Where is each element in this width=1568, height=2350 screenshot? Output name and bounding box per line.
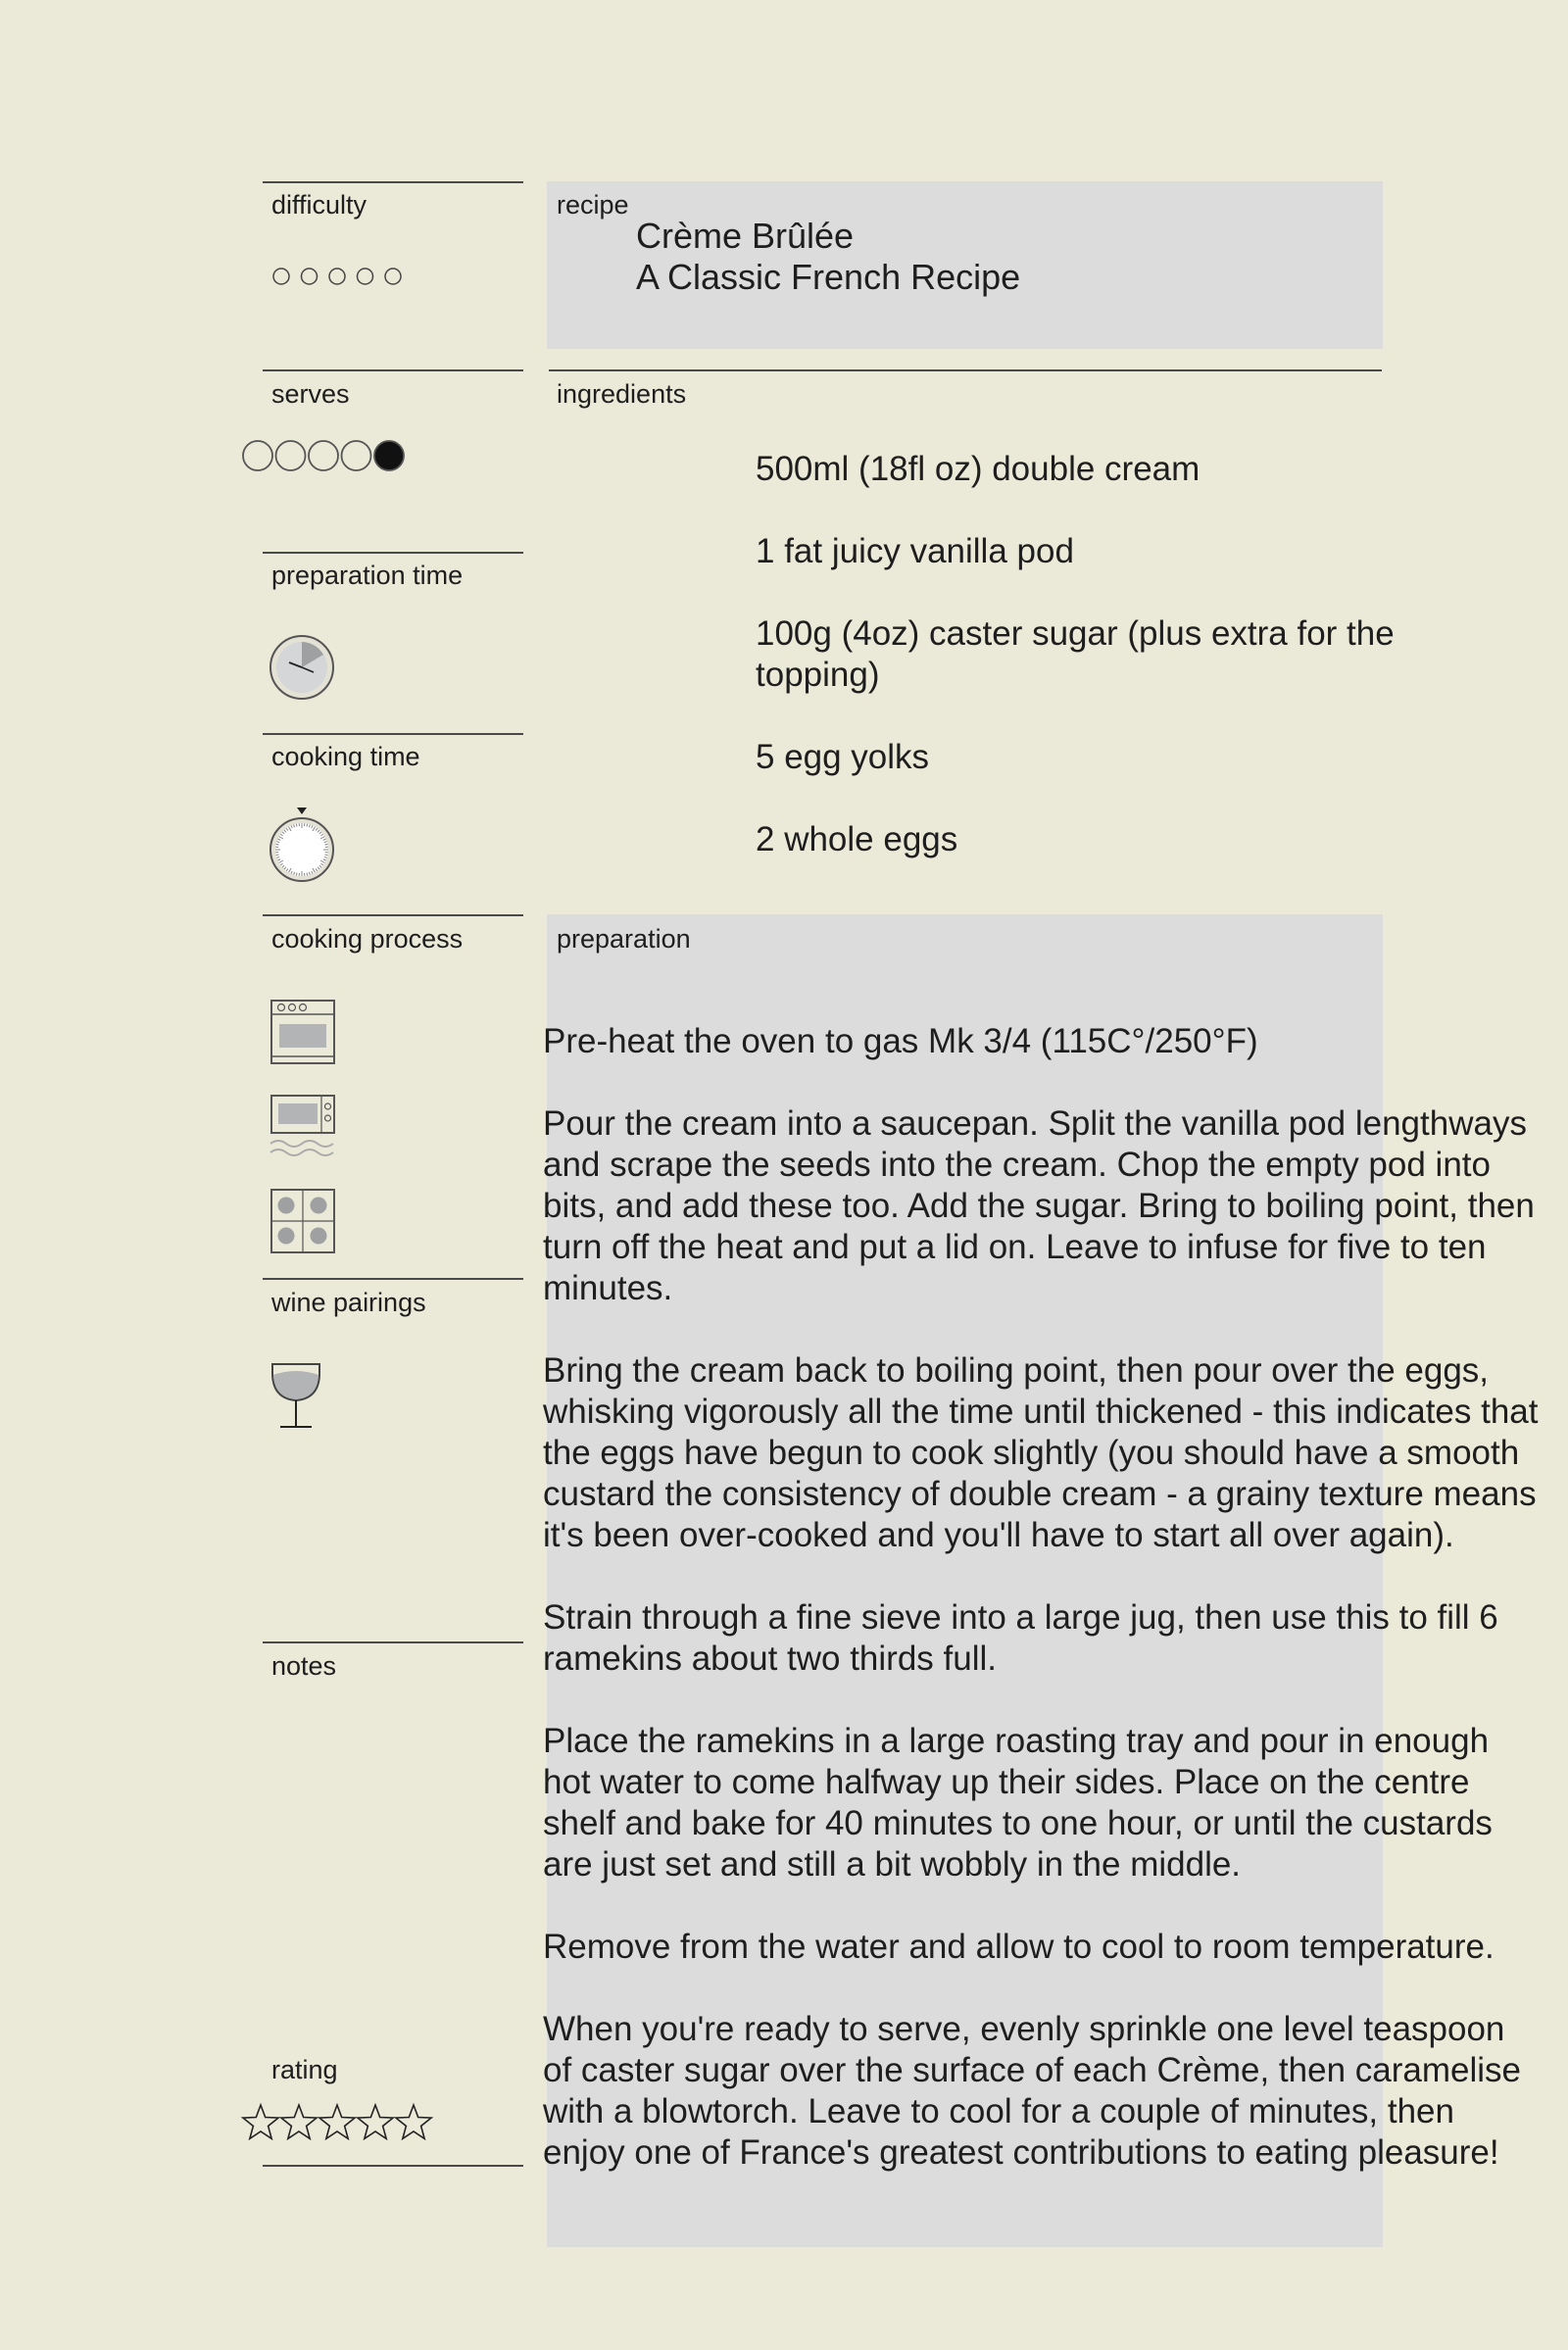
divider xyxy=(549,369,1382,371)
difficulty-indicator xyxy=(265,263,412,292)
serves-dot xyxy=(342,441,371,470)
microwave-icon xyxy=(270,1095,337,1163)
serves-dot xyxy=(243,441,272,470)
oven-icon xyxy=(270,1000,337,1066)
preparation-step: Remove from the water and allow to cool to room temperature. xyxy=(543,1928,1494,1966)
preparation-label: preparation xyxy=(557,924,691,954)
ingredients-label: ingredients xyxy=(557,379,687,409)
divider xyxy=(263,914,523,916)
difficulty-dot xyxy=(385,269,401,284)
ingredient-item: 5 egg yolks xyxy=(756,738,930,776)
cooking-time-label: cooking time xyxy=(271,742,420,771)
serves-indicator xyxy=(235,436,412,475)
preparation-step: Place the ramekins in a large roasting tray and pour in enough hot water to come halfway up their sides. Place on the centre shelf and bake for 40 minutes to one hour, or until the custards are just set and still a bit wobbly in the middle. xyxy=(543,1722,1493,1884)
divider xyxy=(263,733,523,735)
serves-dot xyxy=(309,441,338,470)
preparation-step: Bring the cream back to boiling point, then pour over the eggs, whisking vigorously all the time until thickened - this indicates that the eggs have begun to cook slightly (you should have a smooth custard the consistency of double cream - a grainy texture means it's been over-cooked and you'll have to start all over again). xyxy=(543,1351,1539,1554)
difficulty-dot xyxy=(273,269,289,284)
serves-dot xyxy=(374,441,404,470)
preparation-steps xyxy=(543,1021,1543,2215)
divider xyxy=(263,181,523,183)
rating-star-icon[interactable] xyxy=(396,2105,431,2138)
ingredient-item: 1 fat juicy vanilla pod xyxy=(756,532,1074,570)
difficulty-dot xyxy=(329,269,345,284)
rating-star-icon[interactable] xyxy=(319,2105,355,2138)
preparation-time-label: preparation time xyxy=(271,561,464,590)
rating-star-icon[interactable] xyxy=(358,2105,393,2138)
rating-label: rating xyxy=(271,2055,338,2084)
divider xyxy=(263,2165,523,2167)
recipe-label: recipe xyxy=(557,190,629,220)
clock-icon xyxy=(268,633,336,702)
recipe-title: Crème Brûlée xyxy=(636,216,855,256)
preparation-step: When you're ready to serve, evenly sprinkle one level teaspoon of caster sugar over the surface of each Crème, then caramelise with a blowtorch. Leave to cool for a couple of minutes, then enjoy one of France's greatest contributions to eating pleasure! xyxy=(543,2010,1521,2172)
rating-stars xyxy=(241,2102,437,2141)
ingredient-item: 100g (4oz) caster sugar (plus extra for the topping) xyxy=(756,614,1395,694)
rating-star-icon[interactable] xyxy=(243,2105,278,2138)
divider xyxy=(263,1278,523,1280)
hob-icon xyxy=(270,1189,337,1255)
serves-label: serves xyxy=(271,379,350,409)
serves-dot xyxy=(276,441,306,470)
timer-icon xyxy=(268,806,336,884)
divider xyxy=(263,1641,523,1643)
preparation-step: Pre-heat the oven to gas Mk 3/4 (115C°/250°F) xyxy=(543,1022,1258,1060)
divider xyxy=(263,369,523,371)
difficulty-label: difficulty xyxy=(271,190,368,220)
divider xyxy=(263,552,523,554)
rating-star-icon[interactable] xyxy=(281,2105,317,2138)
recipe-subtitle: A Classic French Recipe xyxy=(636,257,1021,297)
preparation-step: Pour the cream into a saucepan. Split the vanilla pod lengthways and scrape the seeds into the cream. Chop the empty pod into bits, and add these too. Add the sugar. Bring to boiling point, then turn off the heat and put a lid on. Leave to infuse for five to ten minutes. xyxy=(543,1104,1535,1307)
preparation-step: Strain through a fine sieve into a large jug, then use this to fill 6 ramekins about two thirds full. xyxy=(543,1598,1498,1678)
difficulty-dot xyxy=(302,269,318,284)
wine-glass-icon xyxy=(270,1361,323,1430)
wine-pairings-label: wine pairings xyxy=(271,1288,426,1317)
ingredient-item: 500ml (18fl oz) double cream xyxy=(756,450,1200,488)
ingredient-item: 2 whole eggs xyxy=(756,820,958,858)
notes-label: notes xyxy=(271,1651,337,1681)
cooking-process-label: cooking process xyxy=(271,924,464,954)
difficulty-dot xyxy=(358,269,373,284)
